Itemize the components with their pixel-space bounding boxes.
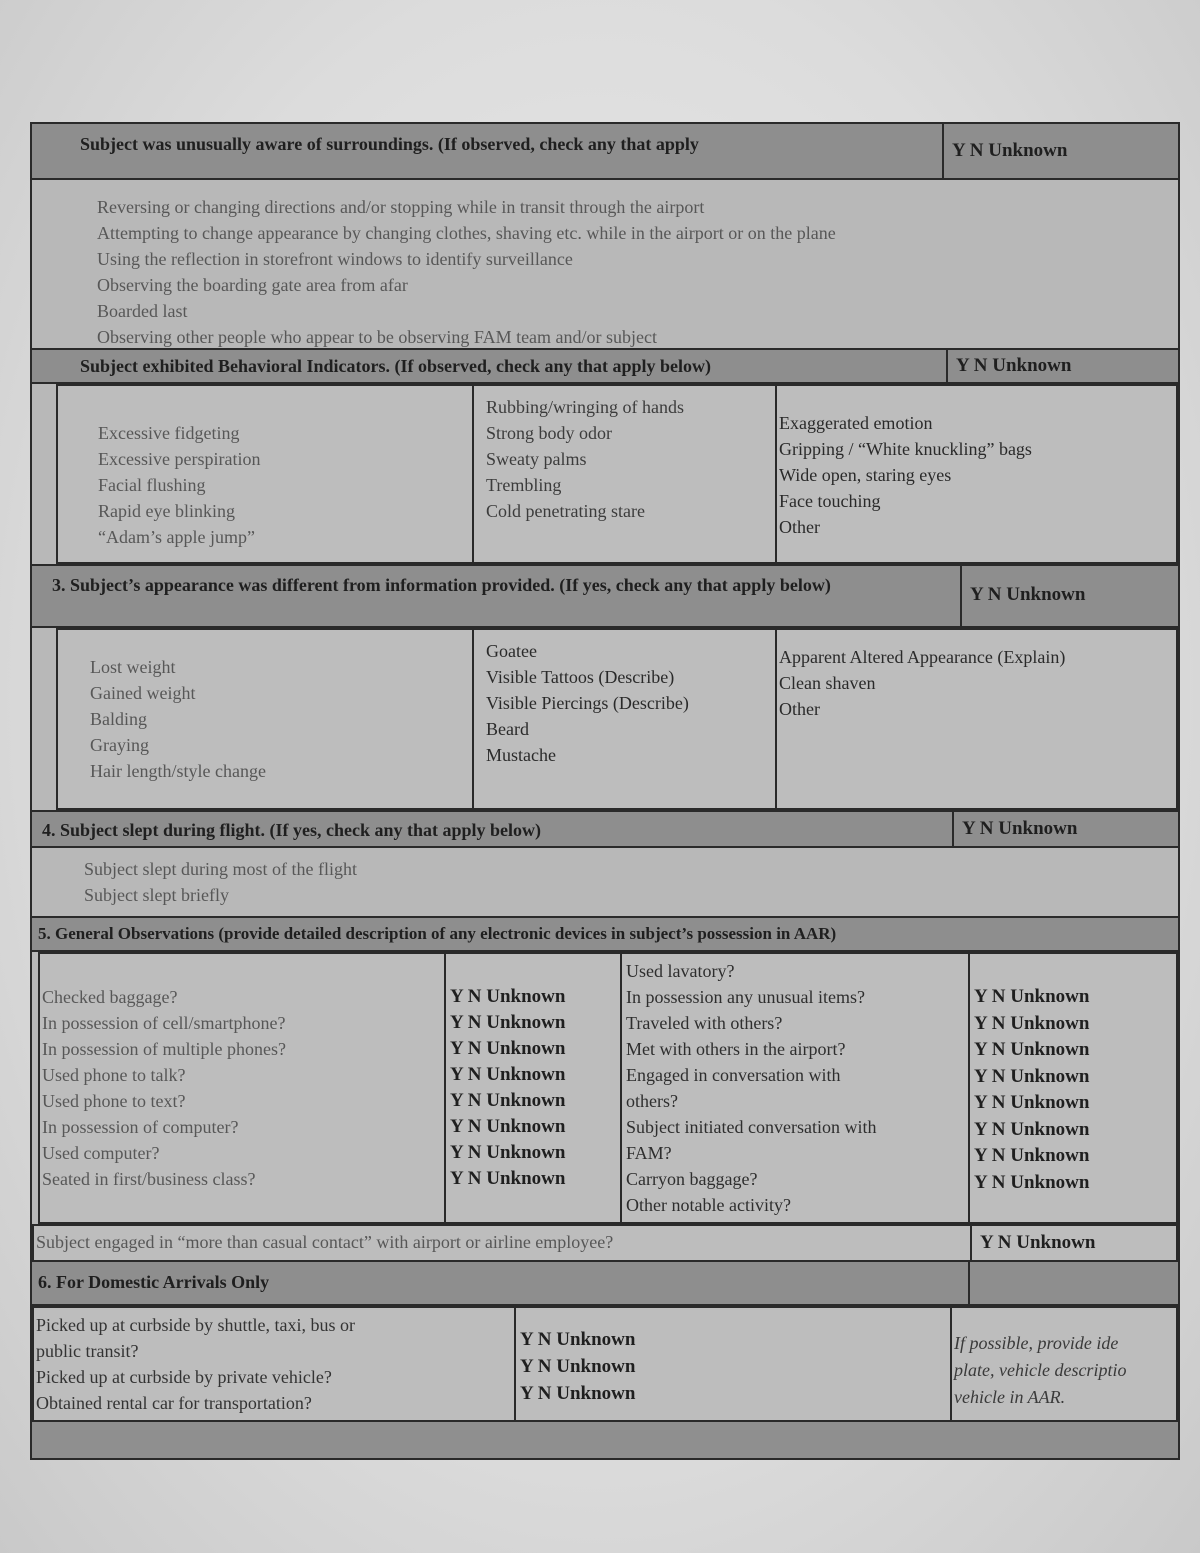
section2-title: Subject exhibited Behavioral Indicators. (If observed, check any that apply below) — [80, 356, 712, 376]
list-item: Reversing or changing directions and/or stopping while in transit through the airport — [97, 197, 705, 217]
section5-right-yn: Y N Unknown Y N Unknown Y N Unknown Y N Unknown Y N Unknown Y N Unknown Y N Unknown Y N Unknown — [968, 952, 1178, 1224]
section4-title: 4. Subject slept during flight. (If yes, check any that apply below) — [42, 820, 542, 840]
section1-header — [32, 124, 1178, 180]
section1-list — [97, 194, 1157, 350]
section1-yn: Y N Unknown — [942, 124, 1178, 180]
section4-header — [32, 810, 1178, 848]
section5-contact-question: Subject engaged in “more than casual contact” with airport or airline employee? — [36, 1232, 614, 1252]
section2-yn: Y N Unknown — [946, 350, 1178, 384]
list-item: Observing other people who appear to be observing FAM team and/or subject — [97, 327, 658, 347]
section2-col3: Exaggerated emotion Gripping / “White knuckling” bags Wide open, staring eyes Face touching Other — [775, 384, 1178, 564]
section6-questions: Picked up at curbside by shuttle, taxi, bus or public transit? Picked up at curbside by private vehicle? Obtained rental car for transportation? — [32, 1306, 516, 1422]
section4-list: Subject slept during most of the flight Subject slept briefly — [84, 859, 357, 905]
section6-empty-cell — [968, 1262, 1178, 1304]
section3-col1: Lost weight Gained weight Balding Graying Hair length/style change — [56, 628, 474, 810]
list-item: Boarded last — [97, 301, 188, 321]
section5-title: 5. General Observations (provide detailed description of any electronic devices in subject’s possession in AAR) — [38, 924, 837, 943]
form-bottom-band — [32, 1422, 1178, 1458]
section5-contact-yn: Y N Unknown — [970, 1226, 1178, 1260]
observation-form — [30, 122, 1180, 1460]
section3-title: 3. Subject’s appearance was different from information provided. (If yes, check any that apply below) — [52, 575, 831, 595]
section5-left-questions: Checked baggage? In possession of cell/smartphone? In possession of multiple phones? Used phone to talk? Used phone to text? In possession of computer? Used computer? Seated in first/business class? — [38, 952, 446, 1224]
section2-col2: Rubbing/wringing of hands Strong body odor Sweaty palms Trembling Cold penetrating stare — [472, 384, 777, 564]
section5-left-yn: Y N Unknown Y N Unknown Y N Unknown Y N Unknown Y N Unknown Y N Unknown Y N Unknown Y N Unknown — [444, 952, 622, 1224]
section3-yn: Y N Unknown — [960, 566, 1178, 628]
section5-header — [32, 916, 1178, 952]
section6-header — [32, 1262, 1178, 1306]
list-item: Using the reflection in storefront windows to identify surveillance — [97, 249, 573, 269]
section3-header — [32, 564, 1178, 628]
section3-col3: Apparent Altered Appearance (Explain) Clean shaven Other — [775, 628, 1178, 810]
section5-right-questions: Used lavatory? In possession any unusual items? Traveled with others? Met with others in the airport? Engaged in conversation with others? Subject initiated conversation with FAM? Carryon baggage? Other notable activity? — [620, 952, 970, 1224]
section3-col2: Goatee Visible Tattoos (Describe) Visible Piercings (Describe) Beard Mustache — [472, 628, 777, 810]
list-item: Observing the boarding gate area from afar — [97, 275, 408, 295]
section6-title: 6. For Domestic Arrivals Only — [38, 1272, 270, 1292]
section2-col1: Excessive fidgeting Excessive perspiration Facial flushing Rapid eye blinking “Adam’s apple jump” — [56, 384, 474, 564]
section5-contact-row — [32, 1224, 1178, 1262]
section6-note: If possible, provide ide plate, vehicle descriptio vehicle in AAR. — [950, 1306, 1178, 1422]
section6-yn: Y N Unknown Y N Unknown Y N Unknown — [514, 1306, 952, 1422]
section2-header — [32, 348, 1178, 384]
section1-title: Subject was unusually aware of surroundings. (If observed, check any that apply — [80, 134, 699, 154]
list-item: Attempting to change appearance by changing clothes, shaving etc. while in the airport or on the plane — [97, 223, 836, 243]
section4-yn: Y N Unknown — [952, 812, 1178, 848]
